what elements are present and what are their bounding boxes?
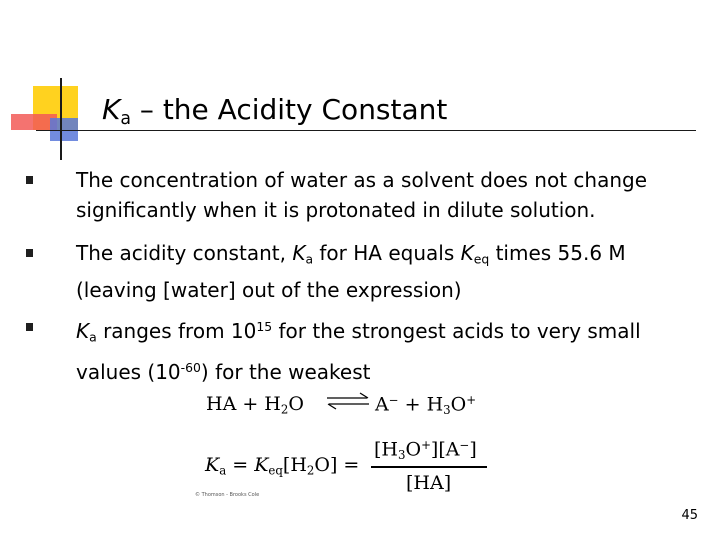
vertical-decor-line [60, 78, 62, 160]
eq1-o: O [288, 393, 304, 415]
eq1-h3o-sub: 3 [443, 403, 451, 417]
bullet-1 [76, 165, 706, 225]
eq2-k: K [205, 454, 220, 476]
eq2-equals: = [226, 454, 255, 476]
bullet-1-text: The concentration of water as a solvent does not change significantly when it is protonated in dilute solution. [76, 168, 648, 222]
bullet-2-text-c: times 55.6 M (leaving [water] out of the expression) [76, 241, 626, 302]
eq1-ha: HA [206, 393, 237, 415]
bullet-marker-icon [26, 249, 33, 257]
eq1-plus-h: + H [236, 393, 281, 415]
eq2-water-b: O] = [314, 454, 360, 476]
bullet-2-k-sub: a [305, 251, 314, 267]
eq1-plus-h2: + H [398, 393, 444, 416]
fraction-bar [371, 466, 487, 468]
bullet-3-exp-2: -60 [180, 359, 201, 375]
fraction-denominator: [HA] [406, 472, 452, 494]
bullet-3-k-sub: a [89, 329, 97, 345]
eq1-h2o-sub: 2 [280, 402, 289, 417]
num-d: ] [469, 438, 477, 461]
title-symbol: K [102, 93, 121, 126]
eq2-keq: K [254, 454, 269, 476]
num-b: O [405, 438, 422, 461]
equilibrium-products [375, 393, 476, 417]
bullet-3-text-b: for the strongest acids to very small values (10 [76, 318, 641, 384]
bullet-3-text-a: ranges from 10 [96, 318, 257, 343]
page-number: 45 [681, 508, 698, 523]
eq2-water-sub: 2 [306, 463, 315, 478]
title-text: – the Acidity Constant [131, 93, 448, 126]
bullet-2-keq-sub: eq [473, 251, 490, 267]
bullet-2-text-b: for HA equals [313, 241, 461, 265]
bullet-marker-icon [26, 176, 33, 184]
num-sub: 3 [397, 448, 406, 462]
copyright-note: © Thomson - Brooks Cole [195, 492, 260, 498]
bullet-2-k: K [292, 241, 306, 265]
eq2-water-a: [H [282, 454, 307, 476]
bullet-2-text-a: The acidity constant, [76, 241, 293, 265]
equilibrium-reactants [206, 393, 304, 417]
num-charge-2: − [459, 438, 470, 452]
eq1-h3o-charge: + [466, 393, 477, 407]
eq2-keq-sub: eq [268, 463, 283, 478]
eq1-a-charge: − [388, 393, 399, 407]
fraction-numerator [374, 438, 477, 462]
bullet-3-k: K [76, 318, 90, 343]
eq2-k-sub: a [219, 463, 227, 478]
bullet-marker-icon [26, 323, 33, 331]
equilibrium-arrows-icon [325, 391, 371, 411]
bullet-3 [76, 312, 706, 386]
title-subscript: a [120, 109, 132, 130]
ka-expression [205, 454, 359, 478]
eq1-a: A [375, 393, 389, 416]
bullet-2-keq: K [460, 241, 474, 265]
bullet-3-text-c: ) for the weakest [200, 359, 371, 384]
num-c: ][A [430, 438, 460, 461]
slide-title [102, 92, 447, 137]
bullet-2 [76, 238, 706, 305]
num-charge-1: + [421, 438, 431, 452]
bullet-3-exp-1: 15 [256, 319, 273, 334]
num-a: [H [374, 438, 398, 461]
eq1-o2: O [450, 393, 467, 416]
